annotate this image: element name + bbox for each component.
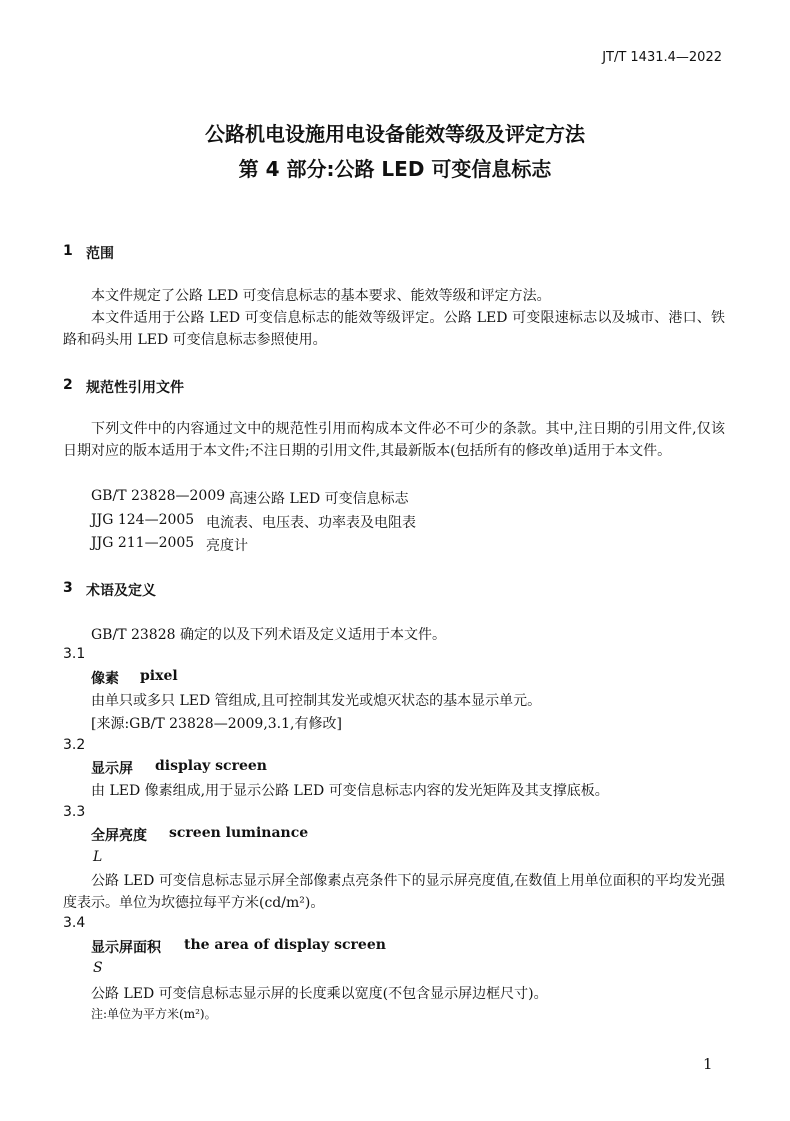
- document-title-line2: 第 4 部分:公路 LED 可变信息标志: [238, 157, 552, 181]
- section-2-heading: 规范性引用文件: [86, 380, 184, 396]
- term-3-4-number: 3.4: [63, 915, 86, 931]
- document-title-line1: 公路机电设施用电设备能效等级及评定方法: [205, 122, 585, 146]
- term-3-4-name: 显示屏面积: [91, 940, 161, 956]
- term-3-3-symbol: L: [93, 849, 103, 865]
- section-1-heading: 范围: [86, 246, 114, 262]
- section-3-heading: 术语及定义: [86, 583, 156, 599]
- section-2-number: 2: [63, 377, 73, 393]
- section-3-number: 3: [63, 580, 73, 596]
- reference-code: JJG 211—2005: [91, 535, 195, 551]
- term-3-1-name-en: pixel: [140, 668, 178, 684]
- page-number: 1: [703, 1055, 713, 1073]
- section-2-para-1: 下列文件中的内容通过文中的规范性引用而构成本文件必不可少的条款。其中,注日期的引用文件,仅该日期对应的版本适用于本文件;不注日期的引用文件,其最新版本(包括所有的修改单)适用于本文件。: [63, 421, 725, 459]
- reference-code: JJG 124—2005: [91, 512, 195, 528]
- term-3-3-definition: 公路 LED 可变信息标志显示屏全部像素点亮条件下的显示屏亮度值,在数值上用单位面积的平均发光强度表示。单位为坎德拉每平方米(cd/m²)。: [63, 873, 725, 911]
- term-3-2-name-en: display screen: [155, 758, 267, 774]
- term-3-4-name-en: the area of display screen: [184, 937, 386, 953]
- section-1-number: 1: [63, 243, 73, 259]
- term-3-1-number: 3.1: [63, 646, 86, 662]
- term-3-3-name-en: screen luminance: [169, 825, 309, 841]
- term-3-4-note: 注:单位为平方米(m²)。: [91, 1007, 217, 1021]
- term-3-1-definition: 由单只或多只 LED 管组成,且可控制其发光或熄灭状态的基本显示单元。: [91, 693, 542, 709]
- reference-title: 高速公路 LED 可变信息标志: [229, 491, 409, 507]
- section-3-intro: GB/T 23828 确定的以及下列术语及定义适用于本文件。: [91, 627, 446, 643]
- reference-title: 电流表、电压表、功率表及电阻表: [206, 515, 416, 531]
- standard-code: JT/T 1431.4—2022: [602, 50, 722, 65]
- reference-code: GB/T 23828—2009: [91, 488, 226, 504]
- term-3-4-symbol: S: [93, 960, 103, 976]
- term-3-1-name: 像素: [91, 671, 119, 687]
- term-3-2-definition: 由 LED 像素组成,用于显示公路 LED 可变信息标志内容的发光矩阵及其支撑底板。: [91, 783, 609, 799]
- term-3-1-source: [来源:GB/T 23828—2009,3.1,有修改]: [91, 716, 342, 732]
- term-3-4-definition: 公路 LED 可变信息标志显示屏的长度乘以宽度(不包含显示屏边框尺寸)。: [91, 986, 548, 1002]
- term-3-2-number: 3.2: [63, 737, 86, 753]
- reference-title: 亮度计: [206, 538, 248, 554]
- section-1-para-1: 本文件规定了公路 LED 可变信息标志的基本要求、能效等级和评定方法。: [91, 288, 551, 304]
- term-3-2-name: 显示屏: [91, 761, 133, 777]
- section-1-para-2: 本文件适用于公路 LED 可变信息标志的能效等级评定。公路 LED 可变限速标志以及城市、港口、铁路和码头用 LED 可变信息标志参照使用。: [63, 310, 725, 348]
- term-3-3-name: 全屏亮度: [91, 828, 147, 844]
- term-3-3-number: 3.3: [63, 804, 86, 820]
